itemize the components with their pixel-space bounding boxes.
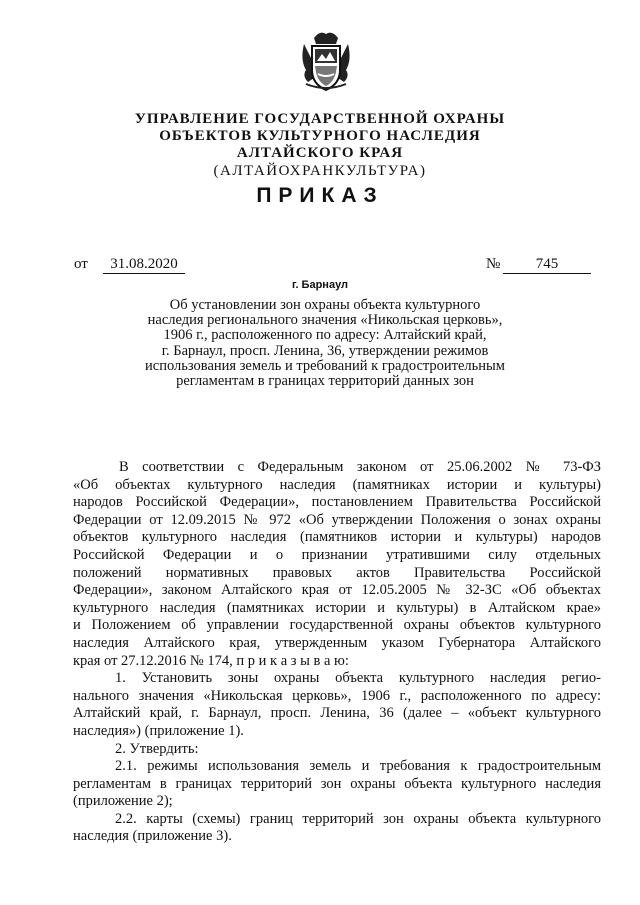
org-name-line-3: АЛТАЙСКОГО КРАЯ [236,145,404,161]
coat-of-arms-icon [300,30,352,94]
body-line: В соответствии с Федеральным законом от 25.06.2002 № 73-ФЗ [119,459,601,475]
body-line: «Об объектах культурного наследия (памятниках истории и культуры) [73,476,601,493]
body-line: культурного наследия (памятниках истории и культуры) в Алтайском крае» [73,599,601,616]
subject-line: использования земель и требований к градостроительным [145,357,505,374]
document-type-title: ПРИКАЗ [256,184,384,207]
body-line: 1. Установить зоны охраны объекта культурного наследия регио- [115,670,601,687]
body-line: края от 27.12.2016 № 174, п р и к а з ы в а ю: [73,652,349,669]
number-label: № [486,256,501,272]
body-line: (приложение 2); [73,793,173,810]
document-date: 31.08.2020 [103,256,185,274]
subject-line: Об установлении зон охраны объекта культурного [169,297,481,313]
subject-line: регламентам в границах территорий данных зон [176,373,474,390]
document-number: 745 [503,256,591,274]
org-name-line-2: ОБЪЕКТОВ КУЛЬТУРНОГО НАСЛЕДИЯ [159,128,481,144]
body-line: Алтайский край, г. Барнаул, просп. Ленина, 36 (далее – «объект культурного [73,705,601,722]
body-line: наследия (приложение 3). [73,828,232,845]
body-line: наследия Алтайского края, утвержденным указом Губернатора Алтайского [73,634,601,651]
body-line: нального значения «Никольская церковь», 1906 г., расположенного по адресу: [73,687,601,704]
body-line: объектов культурного наследия (памятников истории и культуры) народов [73,529,601,546]
body-line: наследия») (приложение 1). [73,722,244,739]
document-subject [120,298,530,389]
body-line: Федерации от 12.09.2015 № 972 «Об утверждении Положения о зонах охраны [73,511,601,528]
subject-line: наследия регионального значения «Никольская церковь», [147,312,503,329]
body-line: 2. Утвердить: [115,740,199,757]
city-name: г. Барнаул [291,279,349,291]
body-line: Федерации», законом Алтайского края от 12.05.2005 № 32-ЗС «Об объектах [73,582,601,599]
body-line: положений нормативных правовых актов Правительства Российской [73,564,601,581]
body-line: народов Российской Федерации», постановлением Правительства Российской [73,494,601,511]
org-name-line-1: УПРАВЛЕНИЕ ГОСУДАРСТВЕННОЙ ОХРАНЫ [134,111,506,127]
body-line: 2.1. режимы использования земель и требования к градостроительным [115,758,601,775]
subject-line: г. Барнаул, просп. Ленина, 36, утверждении режимов [161,342,489,359]
date-label: от [74,256,88,272]
body-line: Российской Федерации и о признании утратившими силу отдельных [73,546,601,563]
subject-line: 1906 г., расположенного по адресу: Алтайский край, [163,327,487,344]
body-line: и Положением об управлении государственной охраны объектов культурного [73,617,601,634]
body-line: 2.2. карты (схемы) границ территорий зон охраны объекта культурного [115,810,601,827]
document-body [73,459,601,846]
org-short-name: (АЛТАЙОХРАНКУЛЬТУРА) [213,163,427,179]
body-line: регламентам в границах территорий зон охраны объекта культурного наследия [73,775,601,792]
